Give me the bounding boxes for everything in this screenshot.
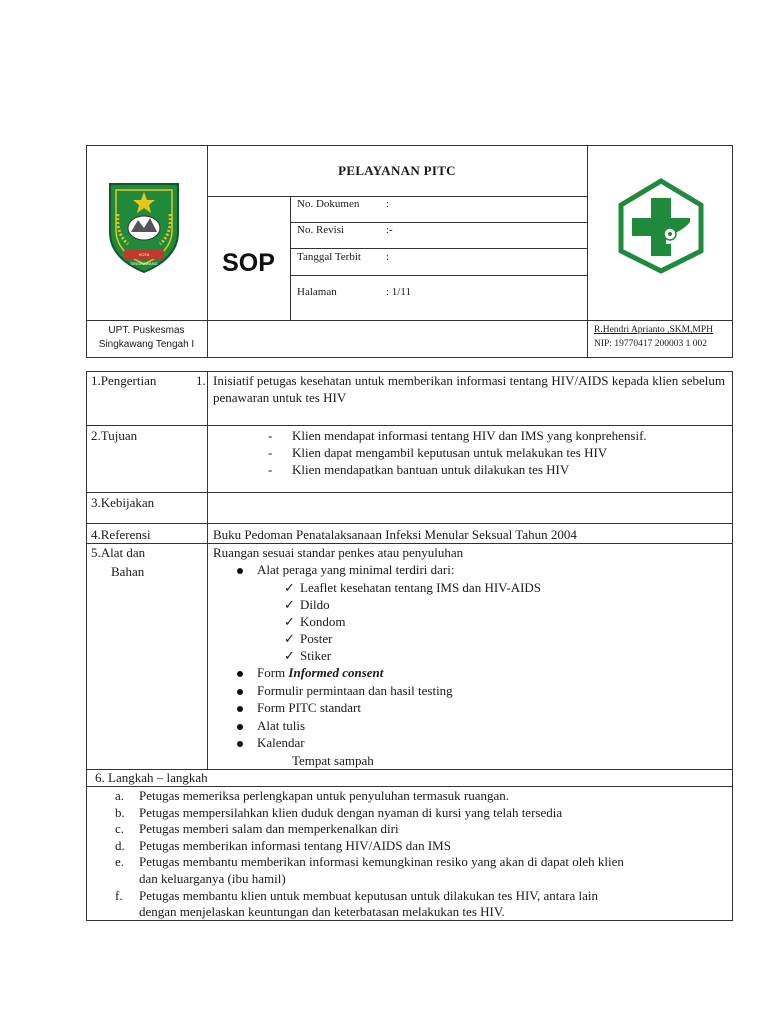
checkmark-icon: ✓ [284,631,295,646]
langkah-step: d. Petugas memberikan informasi tentang HIV/AIDS dan IMS [115,837,451,853]
alat-label-line2: Bahan [111,564,145,579]
field-no-dokumen-label: No. Dokumen [297,198,360,210]
referensi-text: Buku Pedoman Penatalaksanaan Infeksi Menular Seksual Tahun 2004 [213,527,577,542]
checkmark-icon: ✓ [284,580,295,595]
tujuan-item: - Klien mendapatkan bantuan untuk dilakukan tes HIV [268,462,570,477]
langkah-steps [115,788,727,921]
alat-bullet-item: Kalendar [237,734,453,752]
langkah-step: b. Petugas mempersilahkan klien duduk dengan nyaman di kursi yang telah tersedia [115,804,563,820]
peraga-subitem: ✓ Kondom [284,614,346,629]
kebijakan-label: 3.Kebijakan [91,495,155,510]
peraga-sublist [284,579,541,664]
signer-name: R.Hendri Aprianto ,SKM,MPH [594,325,714,335]
field-tanggal-terbit-label: Tanggal Terbit [297,251,361,263]
pengertian-number: 1. [196,373,206,388]
alat-intro: Ruangan sesuai standar penkes atau penyuluhan [213,545,464,560]
alat-bullet-item: Formulir permintaan dan hasil testing [237,682,453,700]
checkmark-icon: ✓ [284,597,295,612]
alat-label-line1: 5.Alat dan [91,545,146,560]
peraga-subitem: ✓ Leaflet kesehatan tentang IMS dan HIV-AIDS [284,580,542,595]
tujuan-item: - Klien mendapat informasi tentang HIV dan IMS yang konprehensif. [268,428,647,443]
alat-bullet-list [237,664,453,752]
pengertian-label: 1.Pengertian [91,373,157,388]
checkmark-icon: ✓ [284,614,295,629]
tujuan-item: - Klien dapat mengambil keputusan untuk melakukan tes HIV [268,445,608,460]
tujuan-label: 2.Tujuan [91,428,138,443]
field-tanggal-terbit-value: : [386,251,390,263]
langkah-label: 6. Langkah – langkah [95,770,208,785]
sop-label: SOP [222,249,275,277]
field-no-revisi-label: No. Revisi [297,224,345,236]
bullet-icon [237,724,243,730]
peraga-subitem: ✓ Stiker [284,648,332,663]
alat-bullet-item: Form PITC standart [237,699,453,717]
tujuan-list [268,427,728,478]
field-halaman-value: : 1/11 [386,286,411,298]
field-no-dokumen-value: : [386,198,390,210]
bullet-icon [237,671,243,677]
field-halaman-label: Halaman [297,286,337,298]
bullet-icon [237,689,243,695]
field-no-revisi-value: :- [386,224,393,236]
alat-bullet-item: Alat tulis [237,717,453,735]
emblem-banner-text: KOTA SINGKAWANG [130,252,158,266]
peraga-subitem: ✓ Dildo [284,597,330,612]
alat-bullet-item: Form Informed consent [237,664,453,682]
langkah-step: e. Petugas membantu memberikan informasi kemungkinan resiko yang akan di dapat oleh klien dan keluarganya (ibu hamil) [115,854,624,886]
alat-tail-item: Tempat sampah [292,753,374,768]
langkah-step: a. Petugas memeriksa perlengkapan untuk penyuluhan termasuk ruangan. [115,788,510,803]
city-emblem-logo [104,178,184,274]
langkah-step: f. Petugas membantu klien untuk membuat keputusan untuk dilakukan tes HIV, antara lain dengan menjelaskan keuntungan dan keterbatasan melakukan tes HIV. [115,887,598,920]
document-title: PELAYANAN PITC [338,163,456,178]
langkah-step: c. Petugas memberi salam dan memperkenalkan diri [115,821,399,837]
alat-peraga-item: Alat peraga yang minimal terdiri dari: [237,562,454,578]
puskesmas-logo [618,178,704,274]
bullet-icon [237,706,243,712]
org-name-line2: Singkawang Tengah I [98,339,195,350]
peraga-subitem: ✓ Poster [284,631,333,646]
pengertian-text: Inisiatif petugas kesehatan untuk memberikan informasi tentang HIV/AIDS kepada klien sebelum penawaran untuk tes HIV [213,373,725,405]
signer-nip: NIP: 19770417 200003 1 002 [594,339,707,349]
bullet-icon [237,568,243,574]
referensi-label: 4.Referensi [91,527,151,542]
checkmark-icon: ✓ [284,648,295,663]
bullet-icon [237,741,243,747]
org-name-line1: UPT. Puskesmas [108,325,185,336]
